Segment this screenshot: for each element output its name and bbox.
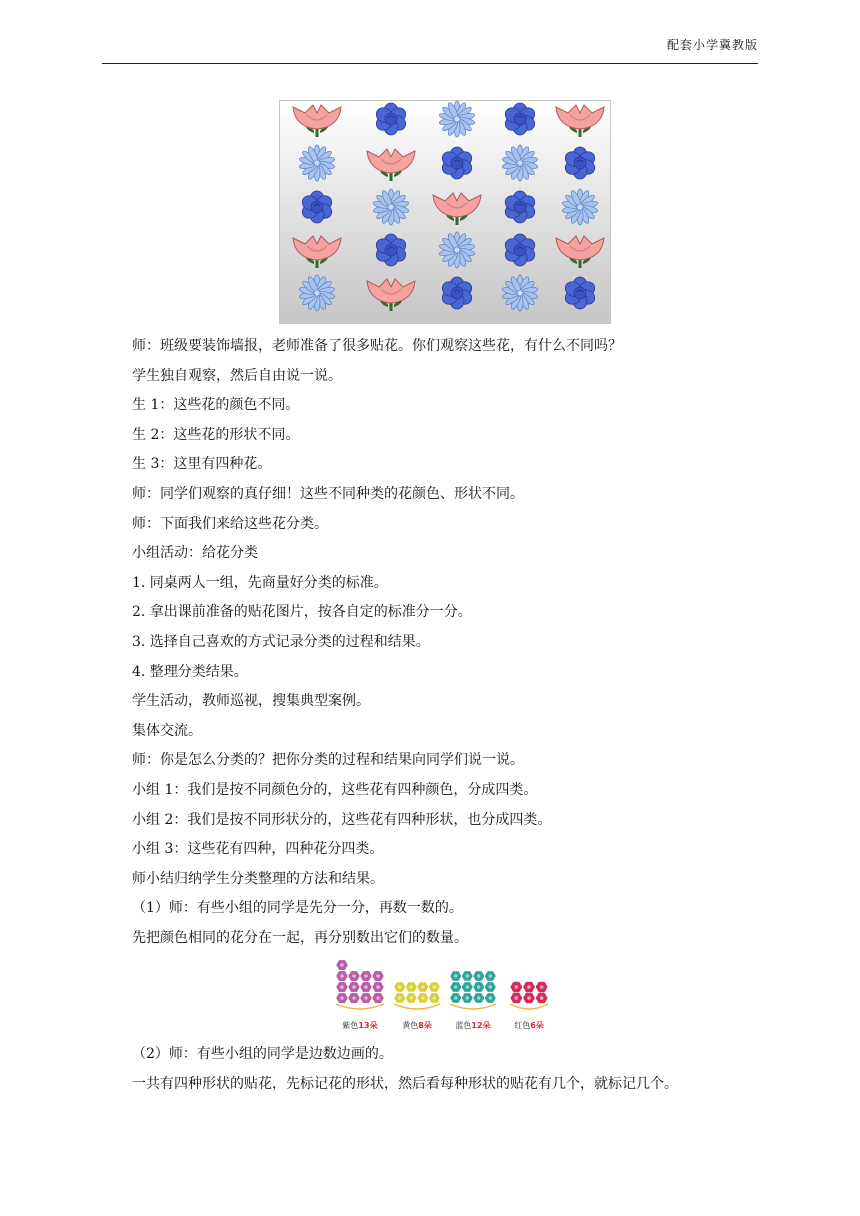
caption-unit: 朵 [369,1021,378,1030]
counted-flower [536,993,547,1004]
text-line: 4. 整理分类结果。 [132,663,248,680]
text-line: 小组活动：给花分类 [132,545,258,562]
flower-grid-figure [279,100,611,324]
page-header: 配套小学冀教版 [666,38,758,52]
counted-flower [417,993,428,1003]
flower-grid [280,101,610,323]
text-line: 师：班级要装饰墙报，老师准备了很多贴花。你们观察这些花，有什么不同吗？ [132,338,622,354]
counted-flower [485,971,496,981]
counted-flower [523,993,534,1004]
text-line: （1）师：有些小组的同学是先分一分，再数一数的。 [132,900,463,917]
group-caption [402,1020,432,1030]
group-caption [342,1020,377,1030]
daisy-flower [299,275,335,311]
text-line: 学生独自观察，然后自由说一说。 [132,367,342,384]
blue-rose-flower [300,191,335,223]
counted-flower [336,971,347,981]
counted-flower [450,982,461,992]
counted-flower [336,993,347,1003]
blue-rose-flower [503,234,538,266]
text-line: 小组 1：我们是按不同颜色分的，这些花有四种颜色，分成四类。 [132,781,538,798]
caption-count: 13 [358,1021,370,1030]
daisy-flower [439,232,475,268]
counted-flower [348,971,359,981]
counted-flower [473,971,484,981]
blue-rose-flower [374,234,409,266]
group-brace [394,1004,440,1009]
tulip-flower [367,279,415,311]
daisy-flower [562,189,598,225]
text-line: 小组 2：我们是按不同形状分的，这些花有四种形状，也分成四类。 [132,811,552,828]
text-line: 学生活动，教师巡视，搜集典型案例。 [132,693,370,710]
caption-unit: 朵 [423,1021,432,1030]
counted-flower [360,982,371,992]
counted-flower [394,993,405,1003]
group-caption [455,1020,490,1030]
counted-flower [372,971,383,981]
blue-rose-flower [563,277,598,309]
text-line: 师：同学们观察的真仔细！这些不同种类的花颜色、形状不同。 [132,485,524,502]
counted-flower [450,993,461,1003]
group-brace [336,1004,384,1009]
text-line: 2. 拿出课前准备的贴花图片，按各自定的标准分一分。 [132,604,472,621]
text-line: 生 1：这些花的颜色不同。 [132,397,300,414]
text-line: 师：你是怎么分类的？把你分类的过程和结果向同学们说一说。 [132,752,524,769]
tulip-flower [556,105,604,137]
lesson-text [132,332,772,953]
caption-unit: 朵 [482,1021,491,1030]
counted-flower [511,982,522,993]
counted-flower [348,993,359,1003]
text-line: 小组 3：这些花有四种，四种花分四类。 [132,841,384,858]
blue-rose-flower [374,103,409,135]
caption-color: 紫色 [342,1021,359,1030]
caption-color: 黄色 [402,1021,419,1030]
counted-flower [450,971,461,981]
counted-flower [336,982,347,992]
counted-flower [485,982,496,992]
daisy-flower [439,101,475,137]
counted-flower [523,982,534,993]
flower-count-figure [334,954,554,1032]
group-caption [514,1020,544,1030]
counted-flower [473,982,484,992]
caption-count: 12 [471,1021,483,1030]
text-line: 1. 同桌两人一组，先商量好分类的标准。 [132,574,388,591]
group-brace [510,1004,548,1009]
caption-count: 8 [418,1021,424,1030]
counted-flower [485,993,496,1003]
counted-flower [511,993,522,1004]
tulip-flower [293,236,341,268]
text-line: 师：下面我们来给这些花分类。 [132,515,328,532]
counted-flower [462,993,473,1003]
flower-count-chart [334,954,554,1032]
caption-color: 红色 [514,1021,531,1030]
counted-flower [406,982,417,992]
lesson-text-continued [132,1040,772,1099]
counted-flower [429,982,440,992]
blue-rose-flower [440,147,475,179]
text-line: 3. 选择自己喜欢的方式记录分类的过程和结果。 [132,633,430,650]
counted-flower [406,993,417,1003]
text-line: （2）师：有些小组的同学是边数边画的。 [132,1046,393,1062]
counted-flower [536,982,547,993]
text-line: 一共有四种形状的贴花，先标记花的形状，然后看每种形状的贴花有几个，就标记几个。 [132,1075,678,1092]
tulip-flower [433,193,481,225]
blue-rose-flower [503,191,538,223]
counted-flower [394,982,405,992]
counted-flower [462,971,473,981]
text-line: 集体交流。 [132,722,202,739]
blue-rose-flower [503,103,538,135]
counted-flower [372,993,383,1003]
text-line: 生 3：这里有四种花。 [132,456,272,473]
counted-flower [348,982,359,992]
tulip-flower [556,236,604,268]
tulip-flower [367,149,415,181]
text-line: 先把颜色相同的花分在一起，再分别数出它们的数量。 [132,929,468,946]
counted-flower [336,960,347,970]
daisy-flower [502,275,538,311]
counted-flower [372,982,383,992]
group-brace [450,1004,496,1009]
counted-flower [462,982,473,992]
daisy-flower [373,189,409,225]
header-rule [102,63,758,64]
counted-flower [360,993,371,1003]
counted-flower [473,993,484,1003]
counted-flower [429,993,440,1003]
text-line: 师小结归纳学生分类整理的方法和结果。 [132,870,384,887]
caption-count: 6 [530,1021,536,1030]
tulip-flower [293,105,341,137]
counted-flower [360,971,371,981]
blue-rose-flower [563,147,598,179]
daisy-flower [502,145,538,181]
daisy-flower [299,145,335,181]
text-line: 生 2：这些花的形状不同。 [132,426,300,443]
caption-color: 蓝色 [455,1021,472,1030]
caption-unit: 朵 [535,1021,544,1030]
blue-rose-flower [440,277,475,309]
counted-flower [417,982,428,992]
